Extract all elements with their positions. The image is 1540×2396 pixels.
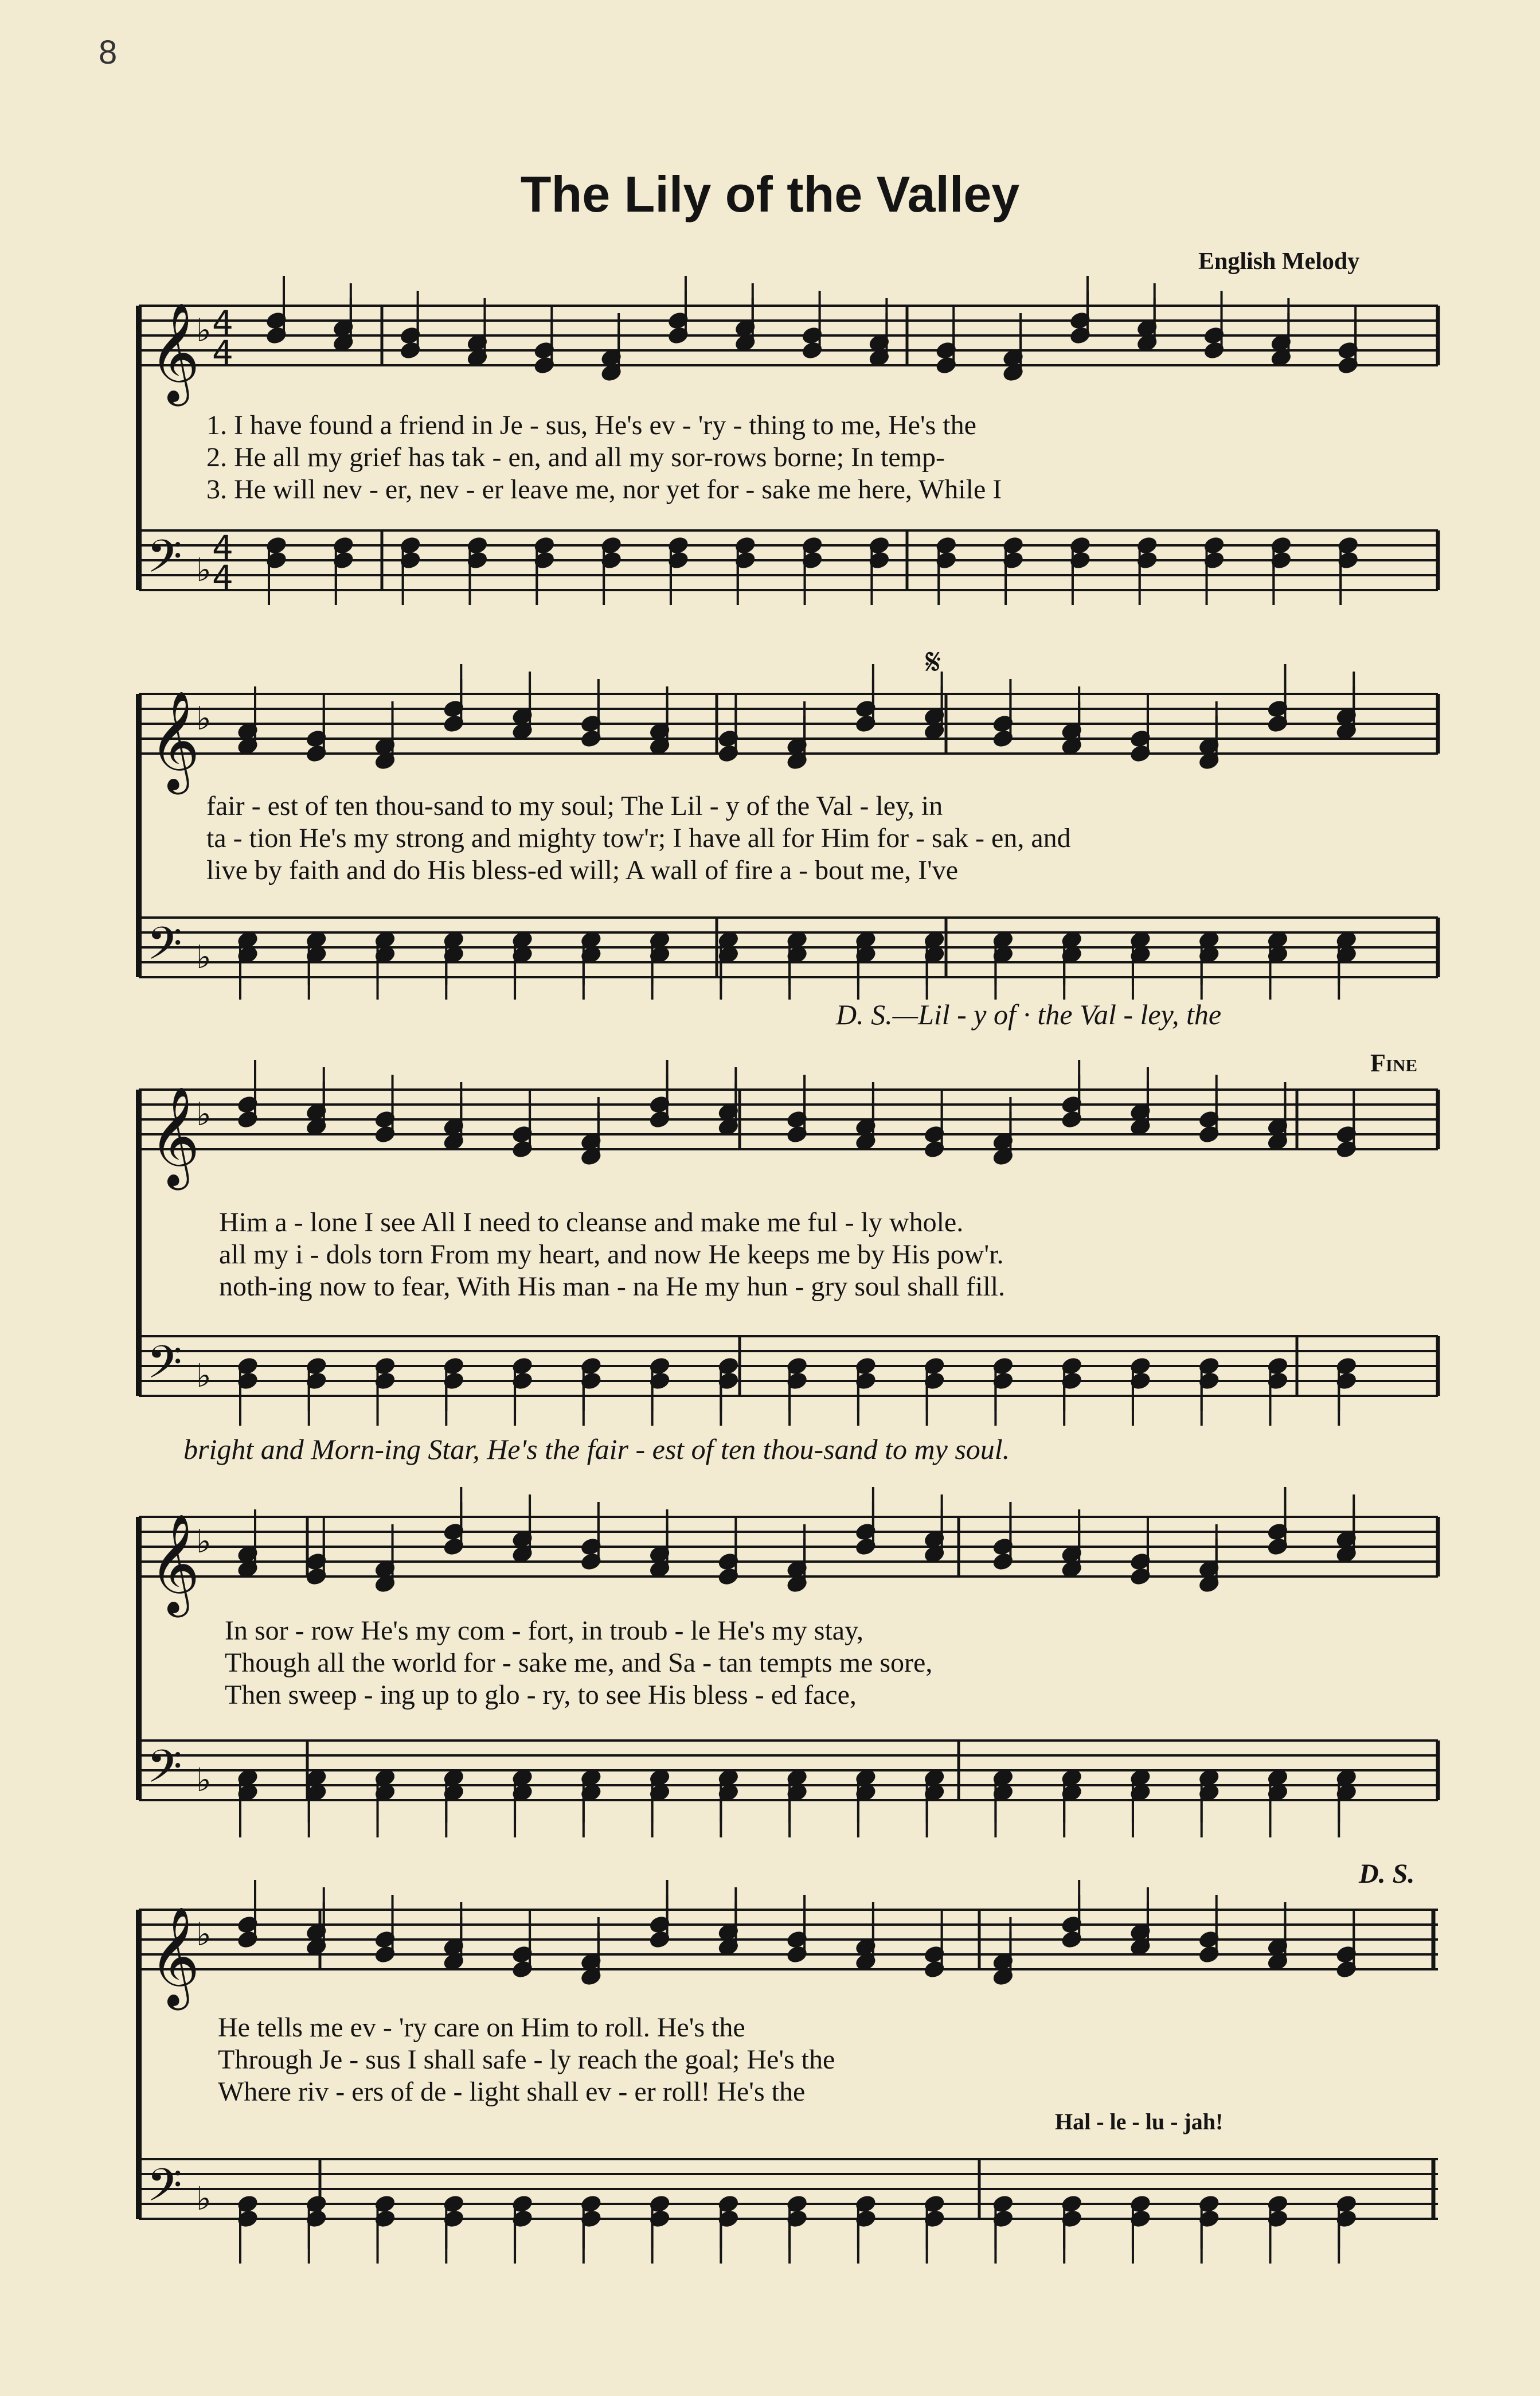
flat-icon: ♭ [196,312,212,349]
bass-clef-icon: 𝄢 [147,1740,182,1804]
lyric-line: Through Je - sus I shall safe - ly reach the goal; He's the [218,2044,835,2075]
treble-clef-icon: 𝄞 [149,1086,200,1186]
time-signature: 4 [212,528,233,567]
treble-clef-icon: 𝄞 [149,1513,200,1613]
time-signature: 4 [212,303,233,342]
lyric-line: all my i - dols torn From my heart, and now He keeps me by His pow'r. [219,1239,1004,1270]
flat-icon: ♭ [196,939,212,976]
lyric-line: noth-ing now to fear, With His man - na He my hun - gry soul shall fill. [219,1271,1006,1302]
time-signature: 4 [212,333,233,372]
hallelujah-text: Hal - le - lu - jah! [1055,2109,1224,2134]
lyric-line: fair - est of ten thou-sand to my soul; The Lil - y of the Val - ley, in [206,791,943,821]
flat-icon: ♭ [196,552,212,589]
lyric-line: 3. He will nev - er, nev - er leave me, nor yet for - sake me here, While I [206,474,1002,505]
bass-clef-icon: 𝄢 [147,1336,182,1400]
lyric-line: Though all the world for - sake me, and Sa - tan tempts me sore, [225,1648,933,1678]
lyric-line: 1. I have found a friend in Je - sus, He's ev - 'ry - thing to me, He's the [206,410,976,440]
lyric-line: ta - tion He's my strong and mighty tow'r; I have all for Him for - sak - en, and [206,823,1071,853]
bass-clef-icon: 𝄢 [147,2159,182,2223]
segno-icon: 𝄋 [925,642,941,682]
flat-icon: ♭ [196,1357,212,1395]
ds-refrain-line: bright and Morn-ing Star, He's the fair - est of ten thou-sand to my soul. [183,1433,1010,1465]
lyric-line: 2. He all my grief has tak - en, and all my sor-rows borne; In temp- [206,442,945,473]
hymn-title: The Lily of the Valley [520,166,1020,223]
page-number: 8 [99,34,118,71]
flat-icon: ♭ [196,1762,212,1799]
fine-mark: Fine [1370,1049,1418,1077]
lyric-line: Where riv - ers of de - light shall ev - er roll! He's the [218,2077,806,2107]
bass-clef-icon: 𝄢 [147,917,182,981]
lyric-line: live by faith and do His bless-ed will; A wall of fire a - bout me, I've [206,855,959,885]
flat-icon: ♭ [196,1916,212,1953]
ds-mark: D. S. [1359,1859,1415,1889]
lyric-line: Him a - lone I see All I need to cleanse and make me ful - ly whole. [219,1207,964,1238]
flat-icon: ♭ [196,1523,212,1560]
flat-icon: ♭ [196,2180,212,2218]
ds-refrain-line: D. S.—Lil - y of · the Val - ley, the [836,998,1222,1031]
flat-icon: ♭ [196,1096,212,1133]
time-signature: 4 [212,558,233,597]
lyric-line: Then sweep - ing up to glo - ry, to see His bless - ed face, [225,1680,857,1710]
treble-clef-icon: 𝄞 [149,690,200,790]
lyric-line: In sor - row He's my com - fort, in troub - le He's my stay, [225,1615,863,1646]
treble-clef-icon: 𝄞 [149,302,200,402]
flat-icon: ♭ [196,700,212,737]
attribution: English Melody [1198,248,1360,275]
bass-clef-icon: 𝄢 [147,530,182,594]
lyric-line: He tells me ev - 'ry care on Him to roll. He's the [218,2012,745,2043]
treble-clef-icon: 𝄞 [149,1906,200,2006]
